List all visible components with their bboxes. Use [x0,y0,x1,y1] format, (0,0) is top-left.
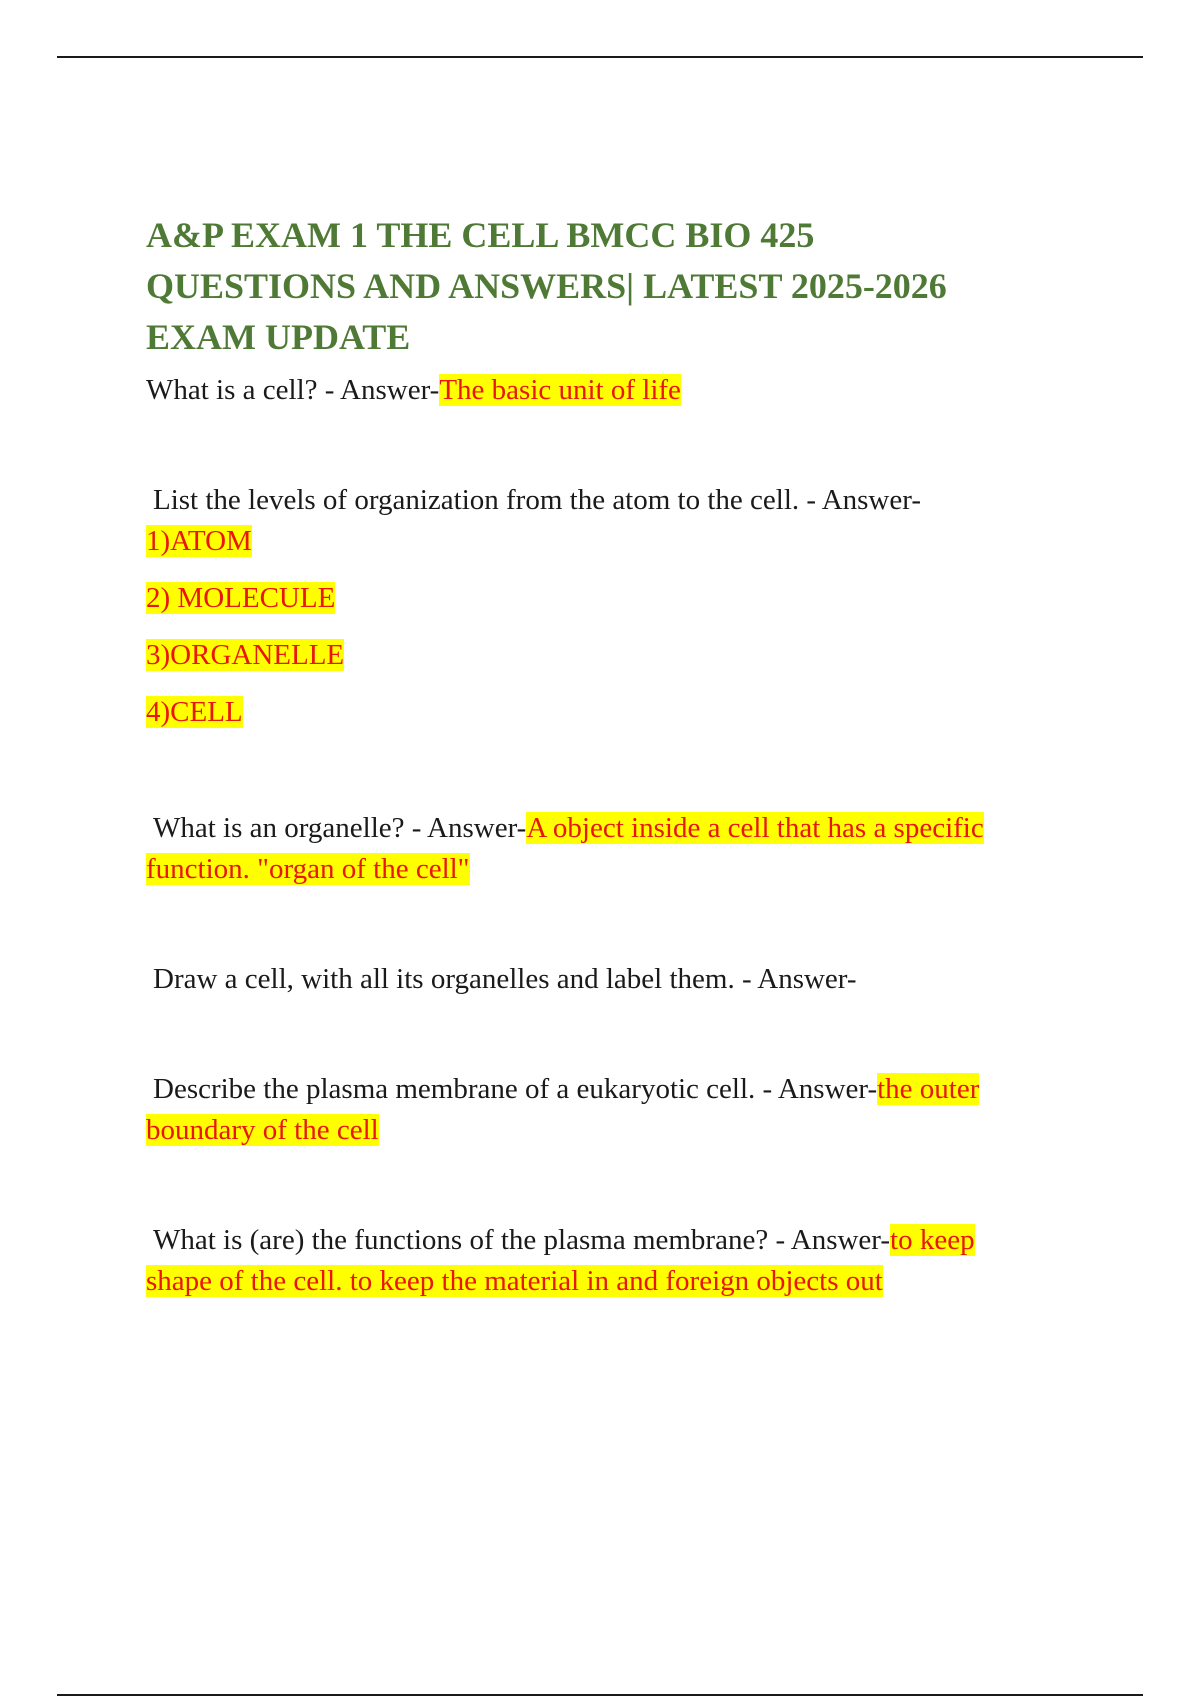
title-line-1: A&P EXAM 1 THE CELL BMCC BIO 425 [146,215,815,255]
answer-highlight: A object inside a cell that has a specific [526,812,984,844]
header-rule [57,56,1143,58]
document-title [146,210,1086,363]
qa-item-draw-cell [146,959,1086,1000]
qa-item-levels [146,480,1086,733]
answer-continuation: function. "organ of the cell" [146,853,470,885]
qa-item-membrane-functions [146,1220,1086,1261]
question-text: Describe the plasma membrane of a eukaryotic cell. - Answer- [153,1073,878,1105]
qa-item-organelle [146,808,1086,849]
question-text: List the levels of organization from the atom to the cell. - Answer- [153,484,921,516]
title-line-2: QUESTIONS AND ANSWERS| LATEST 2025-2026 [146,266,947,306]
question-text: What is a cell? - Answer- [146,374,440,406]
answer-list-item: 2) MOLECULE [146,582,336,614]
question-text: Draw a cell, with all its organelles and label them. - Answer- [153,963,857,995]
qa-item-cell [146,370,1086,411]
question-text: What is an organelle? - Answer- [153,812,527,844]
answer-list-item: 4)CELL [146,696,243,728]
footer-rule [57,1694,1143,1696]
answer-list-item: 1)ATOM [146,525,252,557]
answer-highlight: The basic unit of life [439,374,681,406]
document-body [146,210,1086,1302]
title-line-3: EXAM UPDATE [146,317,411,357]
qa-item-plasma-membrane [146,1069,1086,1110]
question-text: What is (are) the functions of the plasma membrane? - Answer- [153,1224,891,1256]
answer-highlight: the outer [877,1073,980,1105]
answer-list-item: 3)ORGANELLE [146,639,345,671]
answer-highlight: to keep [890,1224,975,1256]
answer-continuation: shape of the cell. to keep the material in and foreign objects out [146,1265,883,1297]
answer-continuation: boundary of the cell [146,1114,379,1146]
